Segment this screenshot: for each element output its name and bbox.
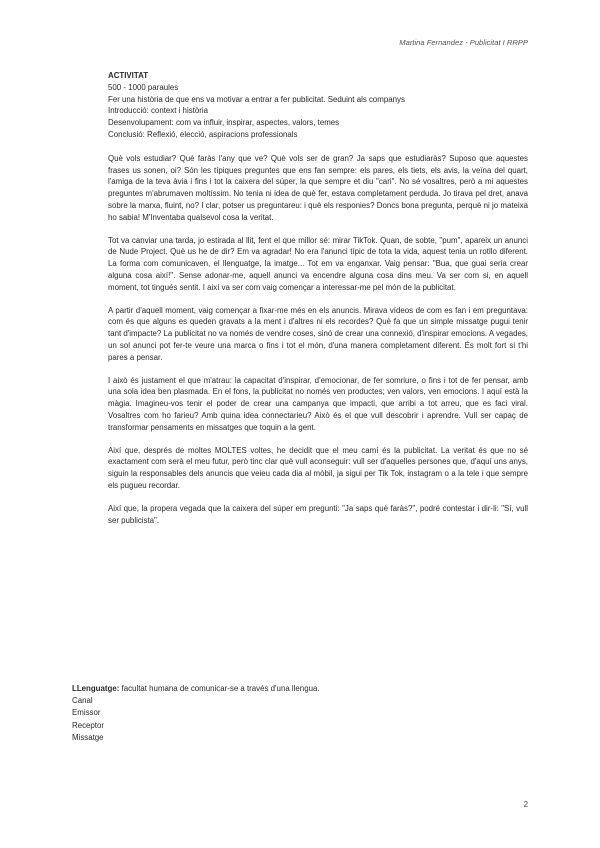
instruction-line: Fer una història de que ens va motivar a entrar a fer publicitat. Seduint als companys — [108, 94, 405, 104]
paragraph-tiktok: Tot va canviar una tarda, jo estirada al llit, fent el que millor sé: mirar TikTok. Quan, de sobte, "pum", apareix un anunci de Nude Project. Què us he de dir? Em va agradar! No era l'anunci típic de tota la vida, aquest tenia un rotllo diferent. La forma com comunicaven, el llenguatge, la imatge... Tot em va enganxar. Vaig pensar: "Bua, que guai seria crear alguna cosa així!". Sense adonar-me, aquell anunci va encendre alguna cosa dins meu. Va ser com si, en aquell moment, tot tingués sentit. I així va ser com vaig començar a interessar-me pel món de la publicitat. — [108, 235, 528, 292]
instruction-line: Desenvolupament: com va influir, inspirar, aspectes, valors, temes — [108, 118, 340, 128]
paragraph-conclusion: Així que, la propera vegada que la caixera del súper em pregunti: "Ja saps què faràs?", podré contestar i dir-li: "Sí, vull ser publicista". — [108, 503, 528, 525]
note-item: Receptor — [72, 720, 105, 730]
page-number: 2 — [523, 800, 528, 809]
page-header: Martina Fernandez - Publicitat I RRPP — [399, 38, 528, 47]
instruction-line: Conclusió: Reflexió, elecció, aspiracions professionals — [108, 129, 298, 139]
activity-title: ACTIVITAT — [108, 71, 149, 80]
paragraph-ads: A partir d'aquell moment, vaig començar a fixar-me més en els anuncis. Mirava vídeos de com es fan i em preguntava: com és que alguns es queden gravats a la ment i d'altres ni els recordes? Què fa que un simple missatge pugui tenir tant d'impacte? La publicitat no va només de vendre coses, sinó de crear una connexió, d'inspirar emocions. A vegades, un sol anunci pot fer-te veure una marca o fins i tot el món, d'una manera completament diferent. És molt fort si t'hi pares a pensar. — [108, 305, 528, 362]
definition-term: LLenguatge: — [72, 684, 120, 693]
note-item: Missatge — [72, 732, 104, 742]
note-item: Emissor — [72, 708, 101, 718]
notes-section — [72, 683, 512, 744]
definition-line — [72, 683, 512, 695]
paragraph-intro: Què vols estudiar? Què faràs l'any que ve? Què vols ser de gran? Ja saps que estudiaràs? Suposo que aquestes frases us sonen, oi? Són les típiques preguntes que ens fan sempre: els pares, els tiets, els avis, la veïna del quart, l'amiga de la teva àvia i fins i tot la caixera del súper, la que sempre et diu "cari". No sé vosaltres, però a mi aquestes preguntes m'abrumaven moltíssim. No tenia ni idea de què fer, estava completament perduda. Jo tirava pel dret, anava sobre la marxa, fluint, no? I clar, potser us preguntareu: i què els responies? Doncs bona pregunta, perquè ni jo mateixa ho sabia! M'Inventaba qualsevol cosa la veritat. — [108, 153, 528, 222]
instruction-line: 500 - 1000 paraules — [108, 82, 179, 92]
note-item: Canal — [72, 696, 93, 706]
paragraph-decision: Així que, després de moltes MOLTES voltes, he decidit que el meu camí és la publicitat. La veritat és que no sé exactament com serà el meu futur, però tinc clar què vull aconseguir: vull ser d'aquelles persones que, d'aquí uns anys, siguin la responsables dels anuncis que veieu cada dia al mòbil, ja sigui per Tik Tok, instagram o a la tele i que sempre els pugueu recordar. — [108, 445, 528, 490]
paragraph-inspire: I això és justament el que m'atrau: la capacitat d'inspirar, d'emocionar, de fer somriure, o fins i tot de fer pensar, amb una sola idea ben plasmada. En el fons, la publicitat no només ven productes; ven valors, ven emocions. I aquí està la màgia. Imagineu-vos tenir el poder de crear una campanya que impacti, que arribi a tot arreu, que es faci viral. Vosaltres com ho farieu? Amb quina idea connectarieu? Això és el que vull descobrir i aprendre. Vull ser capaç de transformar pensaments en missatges que toquin a la gent. — [108, 375, 528, 432]
definition-text: facultat humana de comunicar-se a través d'una llengua. — [119, 684, 320, 693]
instruction-line: Introducció: context i història — [108, 106, 208, 116]
activity-instructions — [108, 82, 528, 141]
document-body — [108, 70, 528, 537]
